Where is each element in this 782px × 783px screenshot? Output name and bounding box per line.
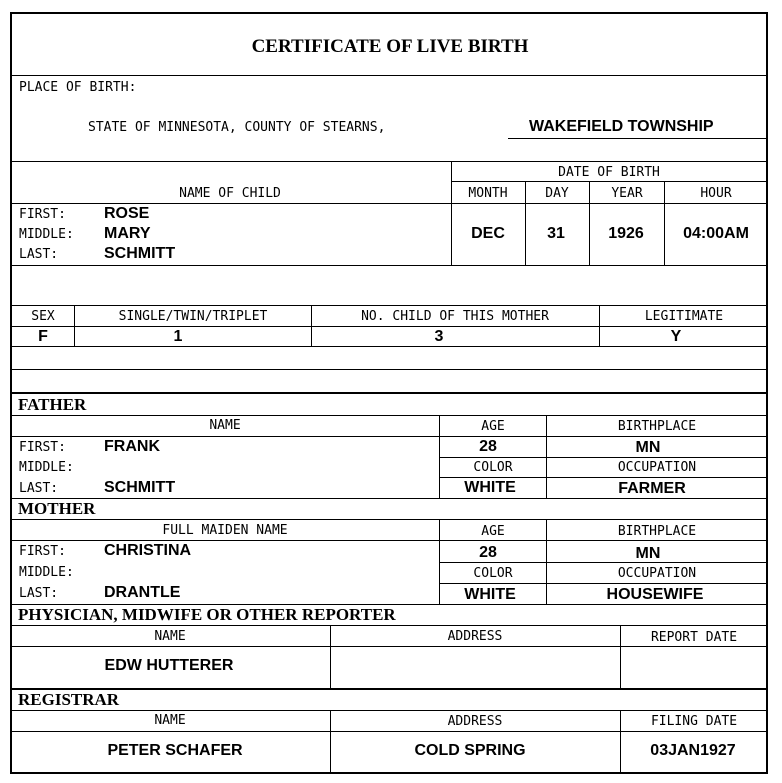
township-underline: [508, 138, 767, 139]
divider: [11, 75, 767, 76]
legitimate-value: Y: [670, 328, 682, 345]
physician-name-value: EDW HUTTERER: [104, 657, 234, 674]
child-number-value: 3: [434, 328, 444, 345]
divider: [11, 646, 767, 647]
child-last-value: SCHMITT: [104, 245, 176, 262]
section-divider: [11, 688, 767, 690]
registrar-address-value: COLD SPRING: [414, 742, 526, 759]
mother-birthplace-label: BIRTHPLACE: [617, 524, 697, 539]
divider: [74, 305, 75, 346]
filing-date-label: FILING DATE: [650, 714, 738, 729]
child-name-header: NAME OF CHILD: [179, 186, 281, 201]
divider: [11, 326, 767, 327]
child-middle-label: MIDDLE:: [19, 227, 74, 242]
mother-color-label: COLOR: [473, 566, 513, 581]
divider: [11, 203, 767, 204]
divider: [451, 161, 452, 265]
registrar-section-title: REGISTRAR: [18, 690, 120, 709]
place-of-birth-label: PLACE OF BIRTH:: [19, 80, 137, 95]
plurality-label: SINGLE/TWIN/TRIPLET: [118, 309, 268, 324]
filing-date-value: 03JAN1927: [650, 742, 736, 759]
divider: [439, 457, 767, 458]
sex-value: F: [38, 328, 48, 345]
divider: [439, 583, 767, 584]
divider: [664, 181, 665, 265]
divider: [589, 181, 590, 265]
divider: [599, 305, 600, 346]
day-label: DAY: [545, 186, 569, 201]
divider: [11, 540, 767, 541]
father-middle-label: MIDDLE:: [19, 460, 74, 475]
dob-hour-value: 04:00AM: [683, 225, 749, 242]
divider: [620, 625, 621, 688]
divider: [11, 265, 767, 266]
mother-name-header: FULL MAIDEN NAME: [162, 523, 288, 538]
divider: [439, 415, 440, 498]
divider: [11, 369, 767, 370]
divider: [11, 161, 767, 162]
divider: [330, 625, 331, 688]
physician-section-title: PHYSICIAN, MIDWIFE OR OTHER REPORTER: [18, 605, 396, 624]
physician-address-label: ADDRESS: [447, 629, 503, 644]
sex-label: SEX: [31, 309, 55, 324]
registrar-name-label: NAME: [154, 713, 186, 728]
mother-first-value: CHRISTINA: [104, 542, 192, 559]
legitimate-label: LEGITIMATE: [644, 309, 724, 324]
father-occupation-label: OCCUPATION: [617, 460, 697, 475]
father-age-label: AGE: [481, 419, 505, 434]
mother-occupation-value: HOUSEWIFE: [606, 586, 704, 603]
mother-middle-label: MIDDLE:: [19, 565, 74, 580]
township-value: WAKEFIELD TOWNSHIP: [529, 118, 714, 135]
physician-name-label: NAME: [154, 629, 186, 644]
divider: [330, 710, 331, 773]
father-last-label: LAST:: [19, 481, 59, 496]
father-section-title: FATHER: [18, 395, 87, 414]
child-first-value: ROSE: [104, 205, 150, 222]
father-name-header: NAME: [209, 418, 241, 433]
divider: [11, 519, 767, 520]
child-middle-value: MARY: [104, 225, 151, 242]
plurality-value: 1: [173, 328, 183, 345]
mother-color-value: WHITE: [464, 586, 516, 603]
divider: [525, 181, 526, 265]
dob-month-value: DEC: [471, 225, 505, 242]
mother-birthplace-value: MN: [635, 545, 661, 562]
father-birthplace-value: MN: [635, 439, 661, 456]
divider: [620, 710, 621, 773]
divider: [439, 519, 440, 604]
father-color-value: WHITE: [464, 479, 516, 496]
father-last-value: SCHMITT: [104, 479, 176, 496]
divider: [546, 519, 547, 604]
year-label: YEAR: [611, 186, 643, 201]
registrar-name-value: PETER SCHAFER: [107, 742, 243, 759]
mother-first-label: FIRST:: [19, 544, 66, 559]
divider: [11, 498, 767, 499]
father-first-label: FIRST:: [19, 440, 66, 455]
father-occupation-value: FARMER: [618, 480, 686, 497]
dob-header: DATE OF BIRTH: [558, 165, 660, 180]
divider: [11, 436, 767, 437]
father-birthplace-label: BIRTHPLACE: [617, 419, 697, 434]
dob-year-value: 1926: [608, 225, 644, 242]
mother-last-value: DRANTLE: [104, 584, 181, 601]
divider: [439, 477, 767, 478]
state-county-text: STATE OF MINNESOTA, COUNTY OF STEARNS,: [88, 120, 386, 135]
divider: [11, 625, 767, 626]
mother-occupation-label: OCCUPATION: [617, 566, 697, 581]
divider: [11, 415, 767, 416]
report-date-label: REPORT DATE: [650, 630, 738, 645]
child-first-label: FIRST:: [19, 207, 66, 222]
child-number-label: NO. CHILD OF THIS MOTHER: [361, 309, 549, 324]
father-age-value: 28: [479, 438, 497, 455]
divider: [439, 562, 767, 563]
divider: [311, 305, 312, 346]
divider: [451, 181, 767, 182]
divider: [11, 731, 767, 732]
mother-age-label: AGE: [481, 524, 505, 539]
registrar-address-label: ADDRESS: [447, 714, 503, 729]
hour-label: HOUR: [700, 186, 732, 201]
section-divider: [11, 392, 767, 394]
father-first-value: FRANK: [104, 438, 160, 455]
mother-age-value: 28: [479, 544, 497, 561]
certificate-title: CERTIFICATE OF LIVE BIRTH: [251, 36, 529, 57]
mother-section-title: MOTHER: [18, 499, 96, 518]
divider: [11, 305, 767, 306]
divider: [546, 415, 547, 498]
child-last-label: LAST:: [19, 247, 59, 262]
dob-day-value: 31: [547, 225, 565, 242]
mother-last-label: LAST:: [19, 586, 59, 601]
divider: [11, 346, 767, 347]
month-label: MONTH: [468, 186, 508, 201]
father-color-label: COLOR: [473, 460, 513, 475]
divider: [11, 710, 767, 711]
